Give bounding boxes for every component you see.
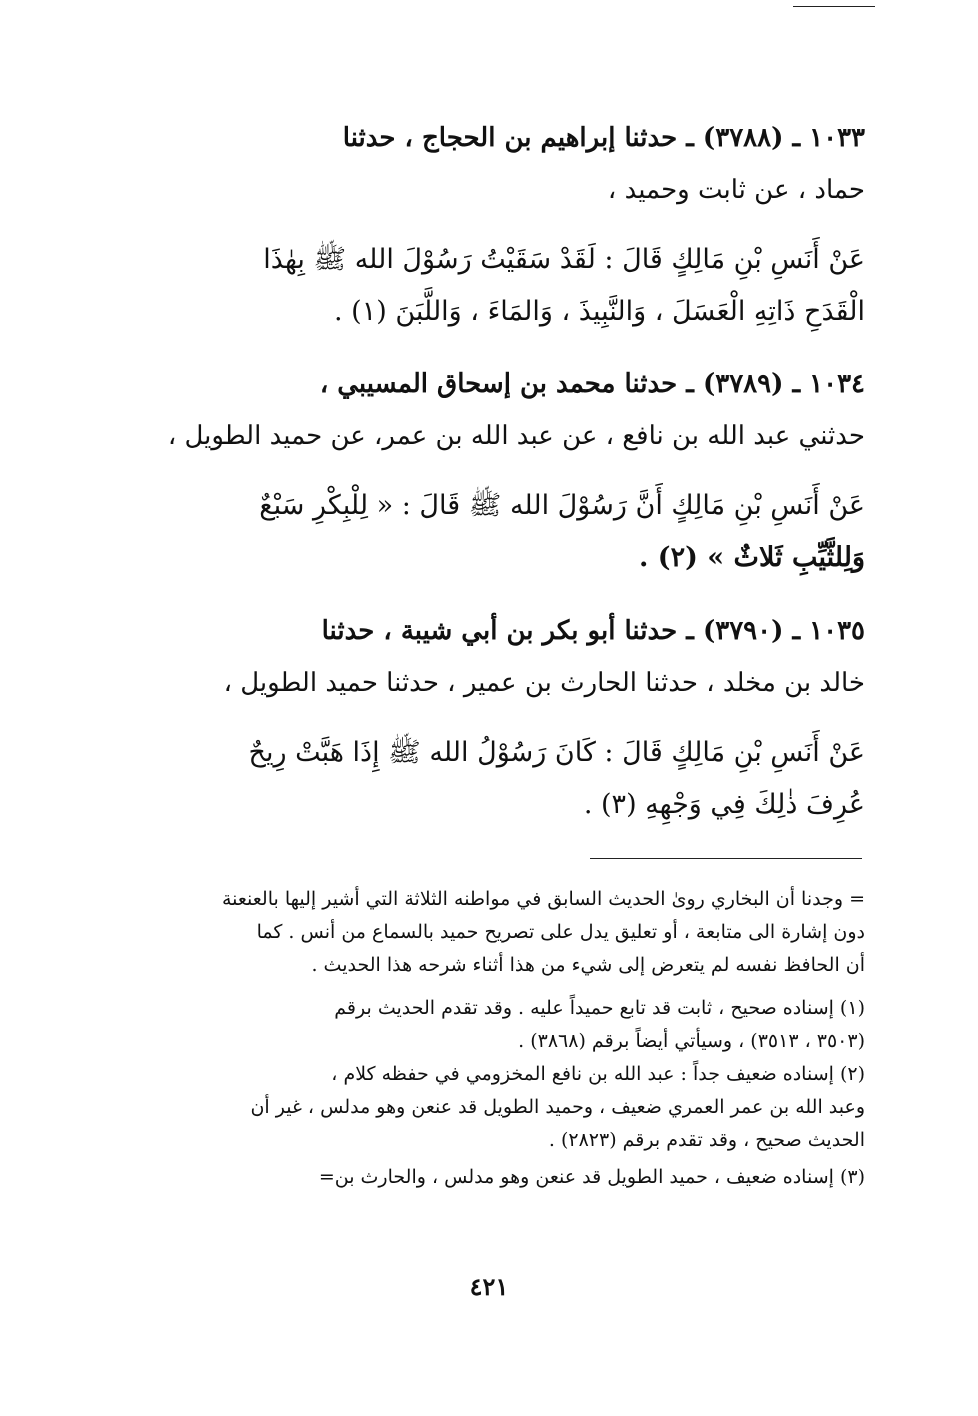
page-number: ٤٢١ <box>469 1272 509 1301</box>
matn-line: عَنْ أَنَسِ بْنِ مَالِكٍ قَالَ : كَانَ رَسُوْلُ الله ﷺ إِذَا هَبَّتْ رِيحٌ <box>248 737 865 768</box>
isnad-line: ١٠٣٣ ـ (٣٧٨٨) ـ حدثنا إبراهيم بن الحجاج ، حدثنا <box>342 123 865 153</box>
footnote-1: (٣٥٠٣ ، ٣٥١٣) ، وسيأتي أيضاً برقم (٣٨٦٨) . <box>518 1030 865 1052</box>
top-rule <box>793 6 875 7</box>
isnad-line: خالد بن مخلد ، حدثنا الحارث بن عمير ، حدثنا حميد الطويل ، <box>223 668 865 698</box>
footnote-2: (٢) إسناده ضعيف جداً : عبد الله بن نافع المخزومي في حفظه كلام ، <box>331 1063 865 1085</box>
isnad-line: ١٠٣٤ ـ (٣٧٨٩) ـ حدثنا محمد بن إسحاق المسيبي ، <box>319 369 865 399</box>
hadith-1034 <box>165 358 865 584</box>
footnote-line: أن الحافظ نفسه لم يتعرض إلى شيء من هذا أثناء شرحه هذا الحديث . <box>311 954 865 976</box>
isnad-line: حدثني عبد الله بن نافع ، عن عبد الله بن عمر، عن حميد الطويل ، <box>167 421 865 451</box>
footnote-1: (١) إسناده صحيح ، ثابت قد تابع حميداً عليه . وقد تقدم الحديث برقم <box>334 997 865 1019</box>
hadith-1033 <box>165 112 865 338</box>
footnotes <box>165 883 865 1194</box>
footnote-3: (٣) إسناده ضعيف ، حميد الطويل قد عنعن وهو مدلس ، والحارث بن= <box>318 1166 865 1188</box>
footnote-separator <box>590 858 862 859</box>
isnad-line: حماد ، عن ثابت وحميد ، <box>607 175 865 205</box>
matn-line: عُرِفَ ذٰلِكَ فِي وَجْهِهِ (٣) . <box>583 789 865 820</box>
matn-line: الْقَدَحِ ذَاتِهِ الْعَسَلَ ، وَالنَّبِيذَ ، وَالمَاءَ ، وَاللَّبَنَ (١) . <box>333 296 865 327</box>
isnad-line: ١٠٣٥ ـ (٣٧٩٠) ـ حدثنا أبو بكر بن أبي شيبة ، حدثنا <box>321 616 865 646</box>
footnote-2: الحديث صحيح ، وقد تقدم برقم (٢٨٢٣) . <box>548 1129 865 1151</box>
matn-line: وَلِلثَّيِّبِ ثَلاثٌ » (٢) . <box>639 542 865 573</box>
hadith-1035 <box>165 605 865 831</box>
footnote-2: وعبد الله بن عمر العمري ضعيف ، وحميد الطويل قد عنعن وهو مدلس ، غير أن <box>250 1096 865 1118</box>
matn-line: عَنْ أَنَسِ بْنِ مَالِكٍ قَالَ : لَقَدْ سَقَيْتُ رَسُوْلَ الله ﷺ بِهٰذَا <box>263 244 865 275</box>
footnote-line: = وجدنا أن البخاري روىٰ الحديث السابق في مواطنه الثلاثة التي أشير إليها بالعنعنة <box>221 888 865 910</box>
footnote-line: دون إشارة الى متابعة ، أو تعليق يدل على تصريح حميد بالسماع من أنس . كما <box>256 921 865 943</box>
matn-line: عَنْ أَنَسِ بْنِ مَالِكٍ أَنَّ رَسُوْلَ الله ﷺ قَالَ : « لِلْبِكْرِ سَبْعٌ <box>259 490 865 521</box>
